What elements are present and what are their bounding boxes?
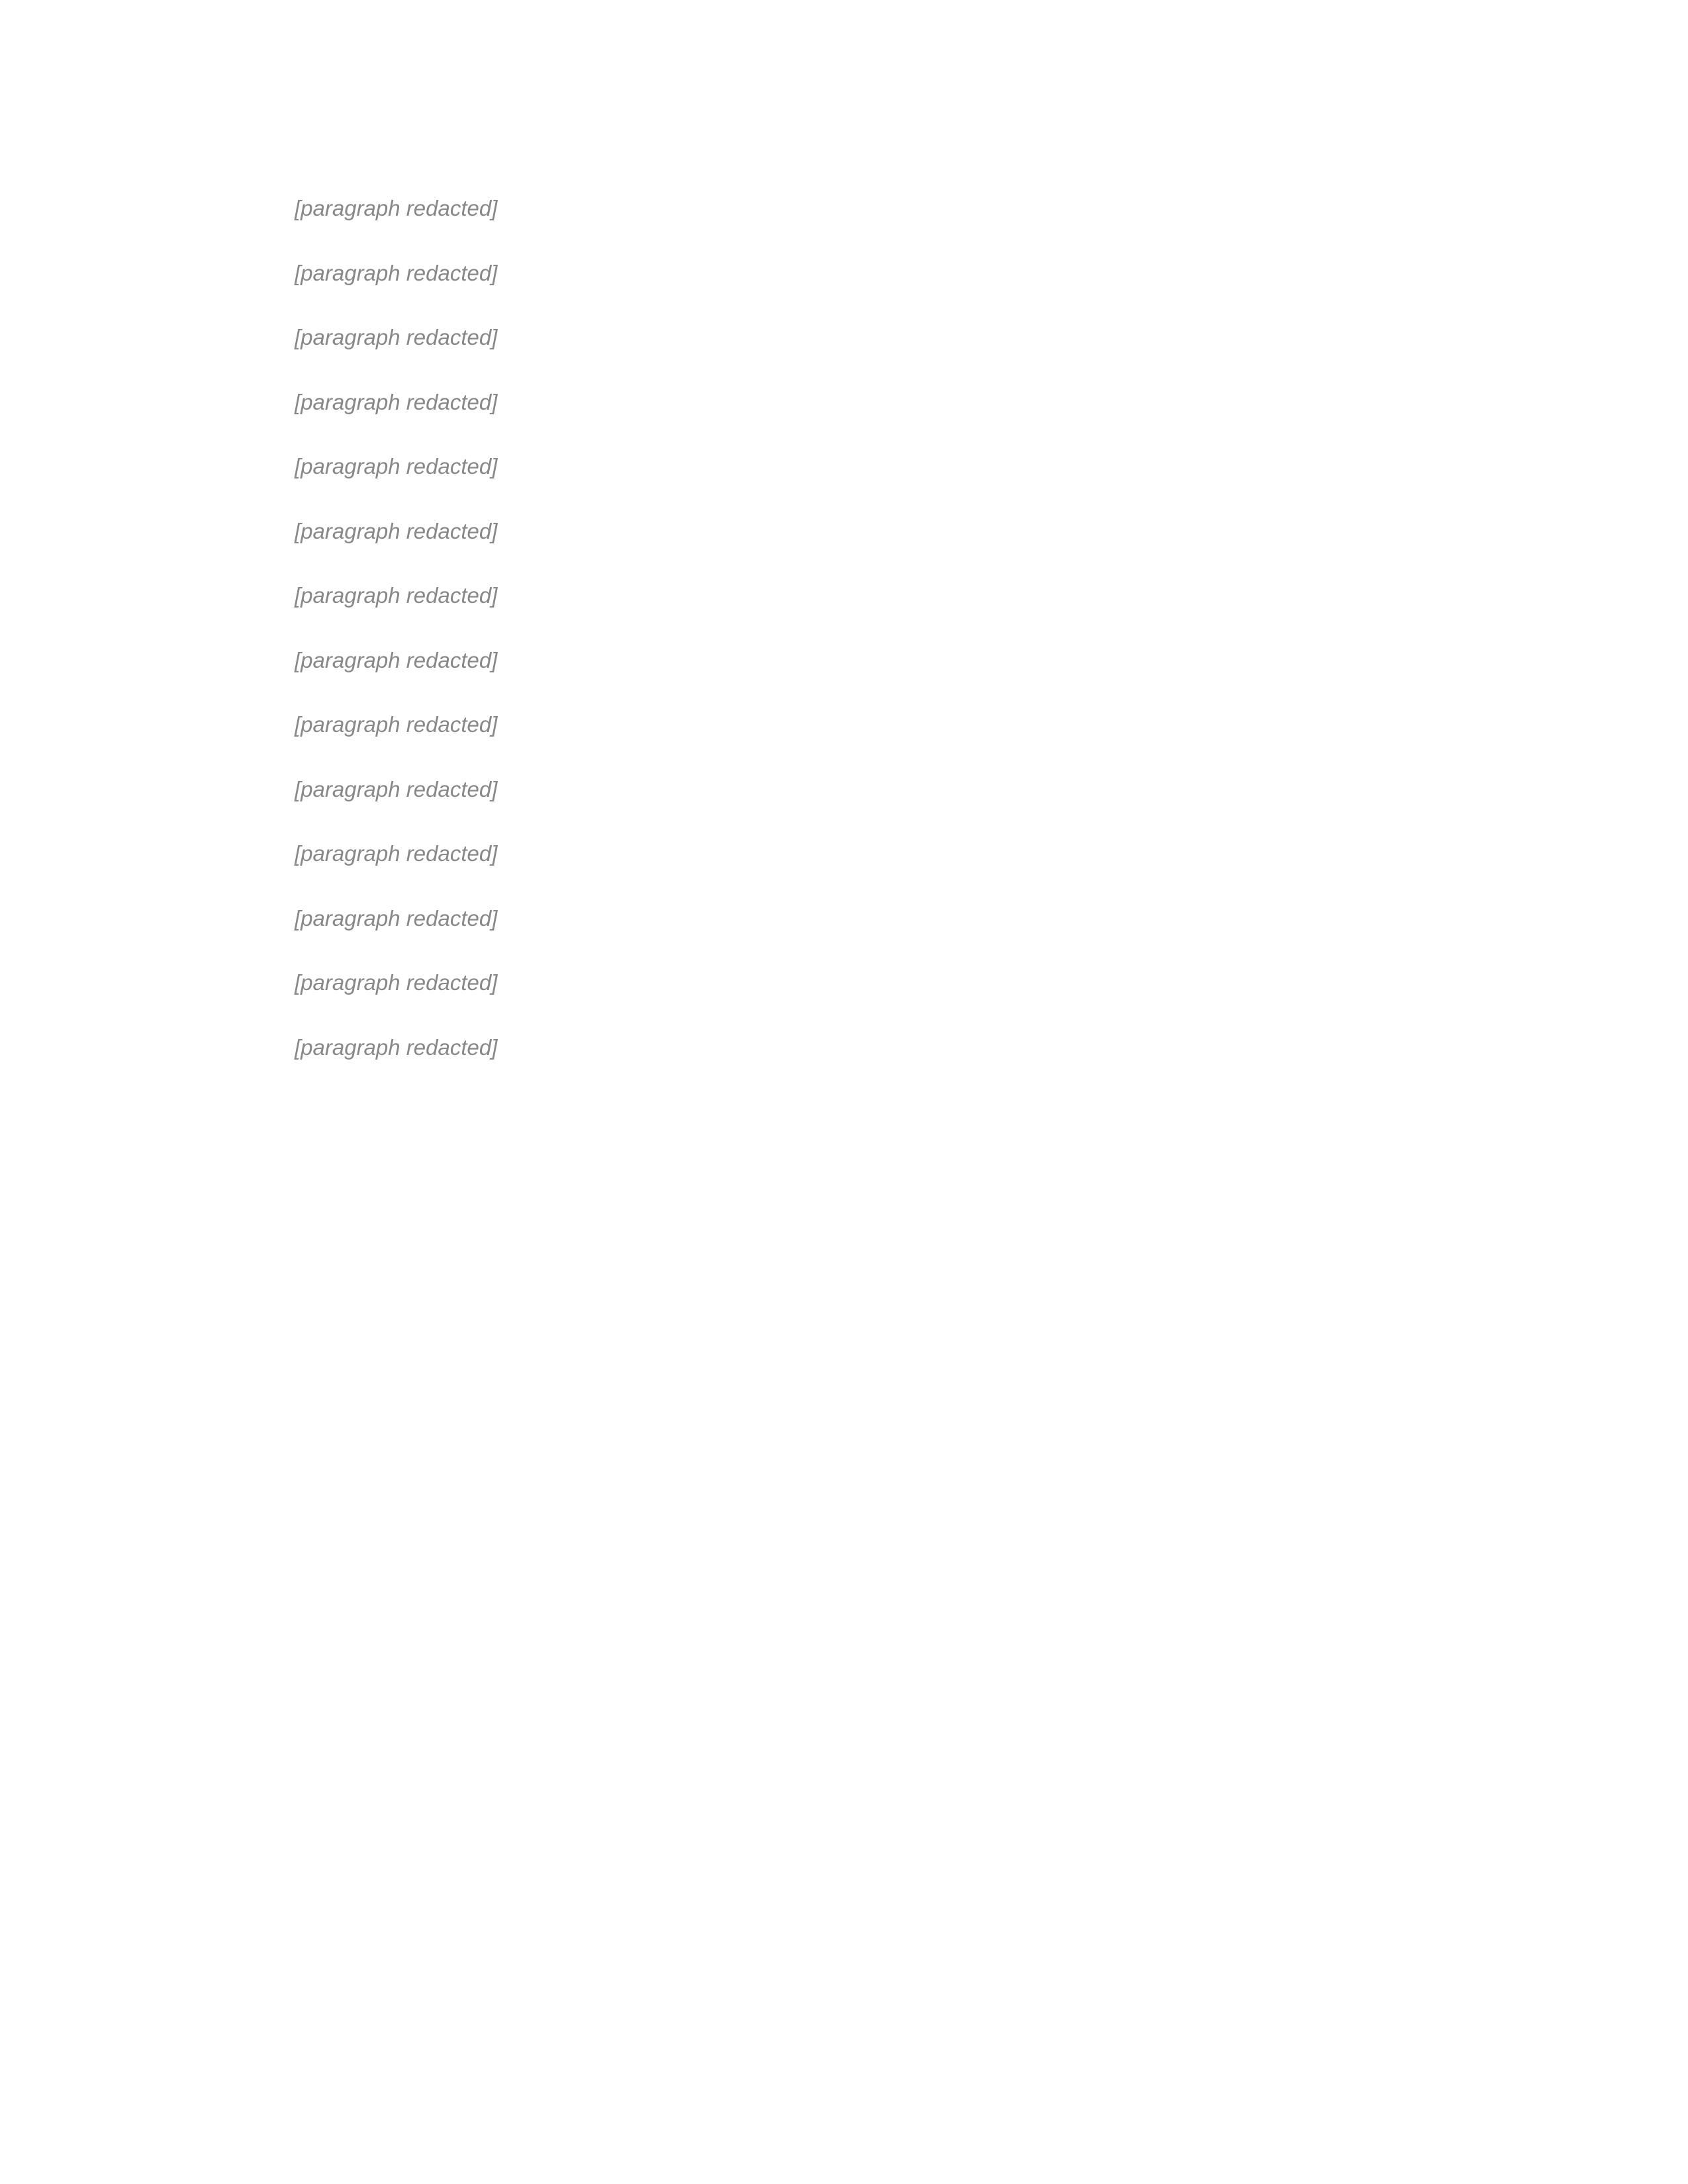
paragraph: [paragraph redacted] xyxy=(295,841,498,866)
paragraph: [paragraph redacted] xyxy=(295,776,498,801)
document-body xyxy=(199,192,1489,1064)
paragraph: [paragraph redacted] xyxy=(295,196,498,220)
paragraph: [paragraph redacted] xyxy=(295,583,498,608)
paragraph: [paragraph redacted] xyxy=(295,325,498,349)
paragraph: [paragraph redacted] xyxy=(295,389,498,414)
paragraph: [paragraph redacted] xyxy=(295,970,498,995)
paragraph: [paragraph redacted] xyxy=(295,905,498,931)
paragraph: [paragraph redacted] xyxy=(295,647,498,672)
paragraph: [paragraph redacted] xyxy=(295,712,498,737)
paragraph: [paragraph redacted] xyxy=(295,518,498,543)
paragraph: [paragraph redacted] xyxy=(295,260,498,285)
paragraph: [paragraph redacted] xyxy=(295,454,498,478)
paragraph: [paragraph redacted] xyxy=(295,1034,498,1060)
